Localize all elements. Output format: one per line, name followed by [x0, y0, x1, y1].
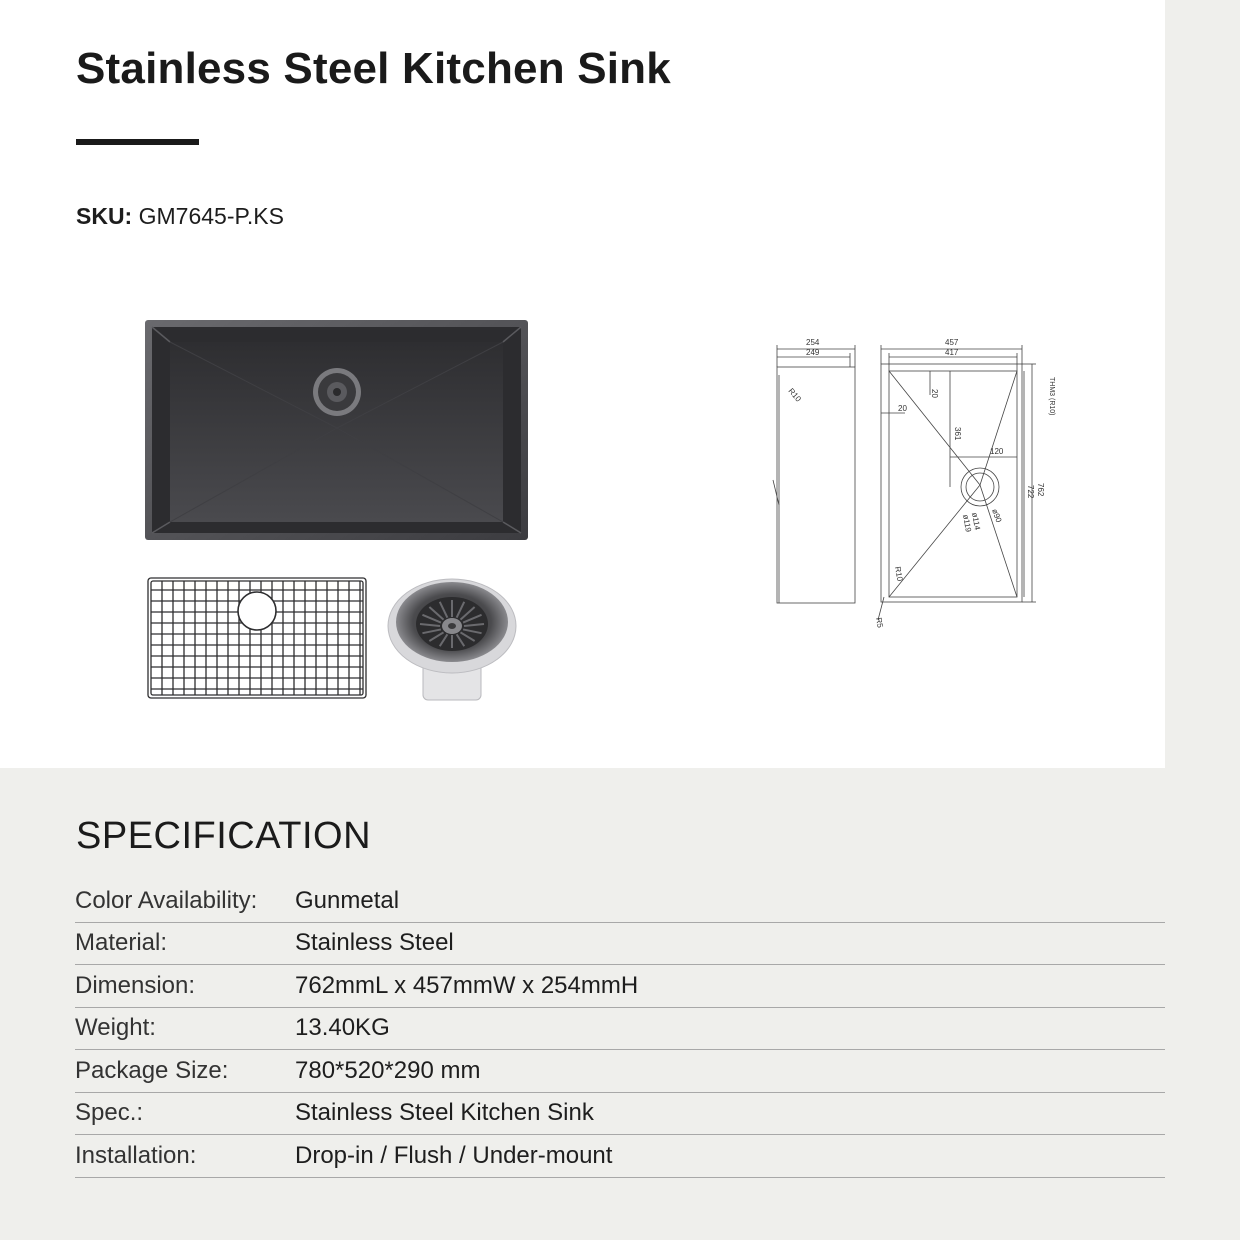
spec-label: Installation: [75, 1141, 197, 1169]
spec-table [75, 880, 1165, 1178]
dim-120: 120 [990, 447, 1004, 456]
spec-value: Stainless Steel [295, 929, 454, 957]
dim-d119: ø119 [961, 513, 973, 533]
spec-row-material [75, 923, 1165, 966]
spec-row-color [75, 880, 1165, 923]
spec-label: Dimension: [75, 971, 196, 999]
spec-value: Gunmetal [295, 886, 400, 914]
dim-361: 361 [953, 427, 962, 441]
spec-value: Drop-in / Flush / Under-mount [295, 1141, 613, 1169]
spec-label: Material: [75, 929, 168, 957]
dim-249: 249 [806, 348, 820, 357]
spec-label: Weight: [75, 1014, 156, 1042]
dim-thm3: THM3 (R10) [1048, 377, 1055, 416]
spec-value: 780*520*290 mm [295, 1056, 481, 1084]
dim-20-left: 20 [898, 404, 907, 413]
technical-drawing [760, 335, 1070, 635]
spec-row-spec [75, 1093, 1165, 1136]
dim-r10-side: R10 [786, 386, 803, 404]
dim-417: 417 [945, 348, 959, 357]
sku-line [76, 203, 284, 230]
spec-row-installation [75, 1135, 1165, 1178]
dim-r10-corner: R10 [893, 565, 905, 582]
spec-heading: SPECIFICATION [76, 815, 372, 857]
page-title: Stainless Steel Kitchen Sink [76, 44, 671, 93]
sku-label: SKU: [76, 203, 133, 229]
dim-762: 762 [1036, 483, 1045, 497]
sink-basin [145, 320, 528, 540]
spec-value: 762mmL x 457mmW x 254mmH [295, 971, 639, 999]
spec-label: Spec.: [75, 1099, 144, 1127]
dim-254: 254 [806, 338, 820, 347]
drain-strainer [388, 579, 516, 700]
bottom-grid-rack [148, 578, 366, 698]
spec-row-package-size [75, 1050, 1165, 1093]
product-image [90, 270, 580, 750]
title-underline [76, 139, 199, 145]
dim-d114: ø114 [970, 511, 982, 531]
spec-value: 13.40KG [295, 1014, 390, 1042]
spec-label: Color Availability: [75, 886, 258, 914]
dim-r5: R5 [874, 616, 885, 629]
spec-value: Stainless Steel Kitchen Sink [295, 1099, 594, 1127]
spec-row-dimension [75, 965, 1165, 1008]
dim-20-top: 20 [930, 389, 939, 398]
dim-457: 457 [945, 338, 959, 347]
dim-d90: ø90 [990, 507, 1004, 524]
sku-value: GM7645-P.KS [138, 203, 284, 229]
spec-row-weight [75, 1008, 1165, 1051]
spec-label: Package Size: [75, 1056, 229, 1084]
dim-722: 722 [1026, 485, 1035, 499]
